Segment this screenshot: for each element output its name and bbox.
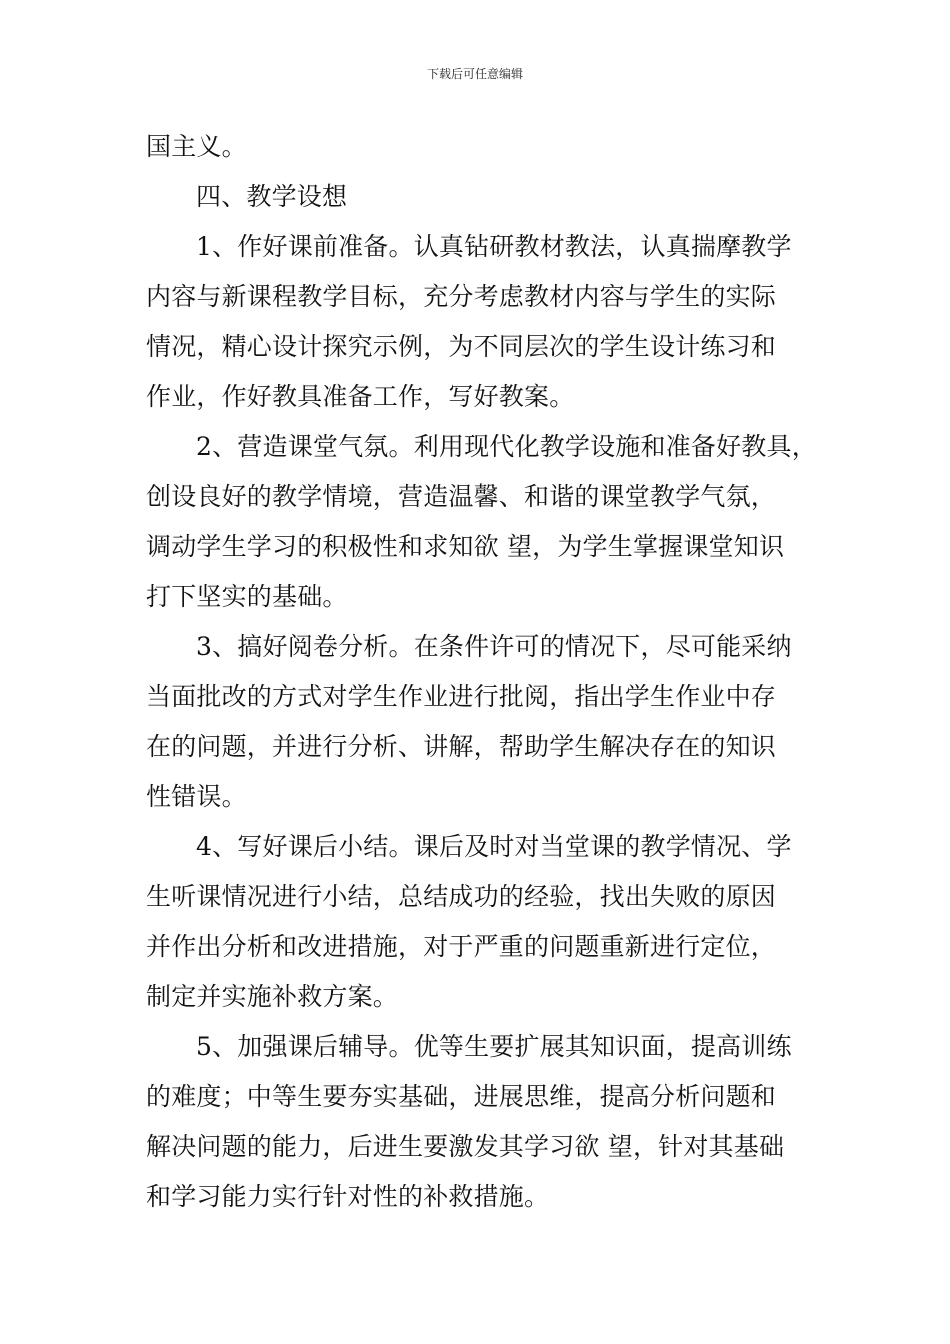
text-line: 并作出分析和改进措施，对于严重的问题重新进行定位， (146, 932, 777, 961)
text-line: 和学习能力实行针对性的补救措施。 (146, 1182, 550, 1211)
text-line: 制定并实施补救方案。 (146, 982, 399, 1011)
text-line: 4、写好课后小结。课后及时对当堂课的教学情况、学 (196, 832, 792, 861)
text-line: 当面批改的方式对学生作业进行批阅，指出学生作业中存 (146, 682, 777, 711)
document-body (146, 122, 817, 1222)
text-line: 创设良好的教学情境，营造温馨、和谐的课堂教学气氛， (146, 482, 777, 511)
text-line: 的难度；中等生要夯实基础，进展思维，提高分析问题和 (146, 1082, 777, 1111)
text-line: 生听课情况进行小结，总结成功的经验，找出失败的原因 (146, 882, 777, 911)
text-line: 性错误。 (146, 782, 247, 811)
text-line: 内容与新课程教学目标，充分考虑教材内容与学生的实际 (146, 282, 777, 311)
text-line: 作业，作好教具准备工作，写好教案。 (146, 382, 575, 411)
text-line: 3、搞好阅卷分析。在条件许可的情况下，尽可能采纳 (196, 632, 792, 661)
text-line: 在的问题，并进行分析、讲解，帮助学生解决存在的知识 (146, 732, 777, 761)
text-line: 情况，精心设计探究示例，为不同层次的学生设计练习和 (146, 332, 777, 361)
page-header: 下载后可任意编辑 (426, 67, 523, 81)
text-line: 2、营造课堂气氛。利用现代化教学设施和准备好教具， (196, 432, 817, 461)
text-line: 解决问题的能力，后进生要激发其学习欲 望，针对其基础 (146, 1132, 785, 1161)
text-line: 1、作好课前准备。认真钻研教材教法，认真揣摩教学 (196, 232, 792, 261)
text-line: 四、教学设想 (196, 182, 348, 211)
text-line: 国主义。 (146, 132, 247, 161)
text-line: 调动学生学习的积极性和求知欲 望，为学生掌握课堂知识 (146, 532, 785, 561)
text-line: 打下坚实的基础。 (146, 582, 348, 611)
text-line: 5、加强课后辅导。优等生要扩展其知识面，提高训练 (196, 1032, 792, 1061)
